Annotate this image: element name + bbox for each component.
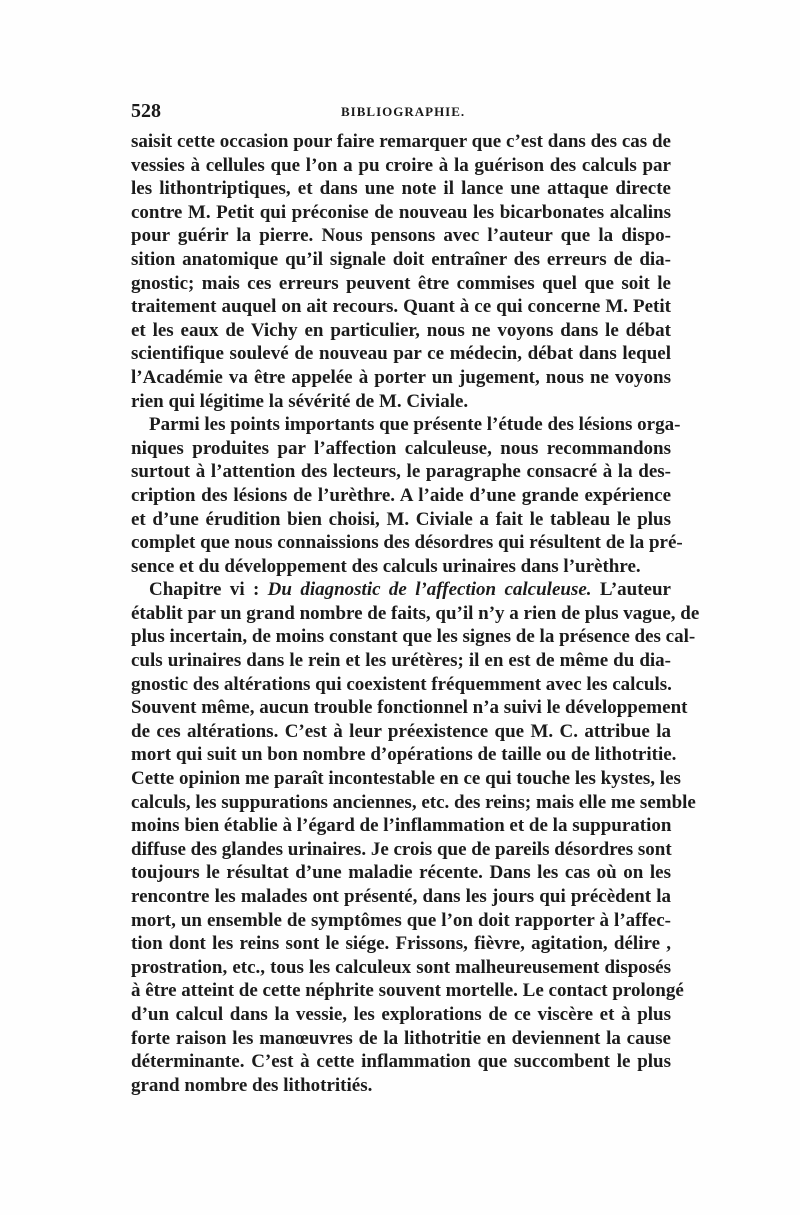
page-header: [131, 100, 671, 130]
text-line: et d’une érudition bien choisi, M. Civiale a fait le tableau le plus: [131, 508, 671, 530]
text-line: plus incertain, de moins constant que les signes de la présence des cal-: [131, 626, 696, 648]
text-line: grand nombre des lithotritiés.: [131, 1074, 373, 1096]
text-line: rencontre les malades ont présenté, dans les jours qui précèdent la: [131, 886, 671, 907]
text-line: gnostic des altérations qui coexistent fréquemment avec les calculs.: [131, 673, 672, 695]
text-line: d’un calcul dans la vessie, les explorations de ce viscère et à plus: [131, 1003, 671, 1025]
text-line: établit par un grand nombre de faits, qu’il n’y a rien de plus vague, de: [131, 602, 700, 624]
text-line: rien qui légitime la sévérité de M. Civiale.: [131, 390, 469, 412]
text-line: les lithontriptiques, et dans une note il lance une attaque directe: [131, 178, 671, 200]
text-line: mort, un ensemble de symptômes que l’on doit rapporter à l’affec-: [131, 909, 671, 931]
chapter-heading-line: [131, 578, 671, 602]
text-line: diffuse des glandes urinaires. Je crois que de pareils désordres sont: [131, 838, 672, 860]
text-line: vessies à cellules que l’on a pu croire à la guérison des calculs par: [131, 154, 671, 176]
text-line: surtout à l’attention des lecteurs, le paragraphe consacré à la des-: [131, 461, 671, 483]
chapter-label: Chapitre vi :: [149, 579, 268, 601]
text-line: calculs, les suppurations anciennes, etc. des reins; mais elle me semble: [131, 791, 696, 813]
text-line: gnostic; mais ces erreurs peuvent être commises quel que soit le: [131, 272, 671, 294]
text-line: sence et du développement des calculs urinaires dans l’urèthre.: [131, 555, 641, 577]
text-line: l’Académie va être appelée à porter un jugement, nous ne voyons: [131, 366, 671, 388]
text-line: à être atteint de cette néphrite souvent mortelle. Le contact prolongé: [131, 980, 684, 1002]
text-line: toujours le résultat d’une maladie récente. Dans les cas où on les: [131, 862, 671, 884]
text-line: tion dont les reins sont le siége. Frissons, fièvre, agitation, délire ,: [131, 933, 671, 955]
text-line: forte raison les manœuvres de la lithotritie en deviennent la cause: [131, 1027, 671, 1049]
text-line: moins bien établie à l’égard de l’inflammation et de la suppuration: [131, 815, 672, 837]
text-line: prostration, etc., tous les calculeux sont malheureusement disposés: [131, 956, 671, 978]
text-line: complet que nous connaissions des désordres qui résultent de la pré-: [131, 532, 683, 554]
text-line: scientifique soulevé de nouveau par ce médecin, débat dans lequel: [131, 343, 671, 365]
text-line: traitement auquel on ait recours. Quant à ce qui concerne M. Petit: [131, 296, 671, 318]
text-line: déterminante. C’est à cette inflammation que succombent le plus: [131, 1051, 671, 1073]
text-line: mort qui suit un bon nombre d’opérations de taille ou de lithotritie.: [131, 744, 677, 766]
text-line: niques produites par l’affection calculeuse, nous recommandons: [131, 437, 671, 459]
text-line: Parmi les points importants que présente l’étude des lésions orga-: [149, 414, 681, 436]
chapter-line-tail: L’auteur: [591, 579, 671, 601]
running-head: BIBLIOGRAPHIE.: [341, 104, 466, 119]
text-line: Souvent même, aucun trouble fonctionnel n’a suivi le développement: [131, 697, 688, 719]
text-line: culs urinaires dans le rein et les urétères; il en est de même du dia-: [131, 650, 671, 672]
text-line: et les eaux de Vichy en particulier, nous ne voyons dans le débat: [131, 319, 671, 341]
text-line: Cette opinion me paraît incontestable en ce qui touche les kystes, les: [131, 768, 681, 790]
text-line: contre M. Petit qui préconise de nouveau les bicarbonates alcalins: [131, 201, 671, 223]
text-line: de ces altérations. C’est à leur préexistence que M. C. attribue la: [131, 720, 671, 742]
text-line: pour guérir la pierre. Nous pensons avec l’auteur que la dispo-: [131, 225, 671, 247]
text-line: sition anatomique qu’il signale doit entraîner des erreurs de dia-: [131, 248, 671, 270]
page-number: 528: [131, 100, 161, 122]
body-text: [131, 130, 700, 1097]
chapter-title: Du diagnostic de l’affection calculeuse.: [267, 579, 592, 601]
text-line: cription des lésions de l’urèthre. A l’aide d’une grande expérience: [131, 484, 671, 506]
text-line: saisit cette occasion pour faire remarquer que c’est dans des cas de: [131, 131, 671, 152]
